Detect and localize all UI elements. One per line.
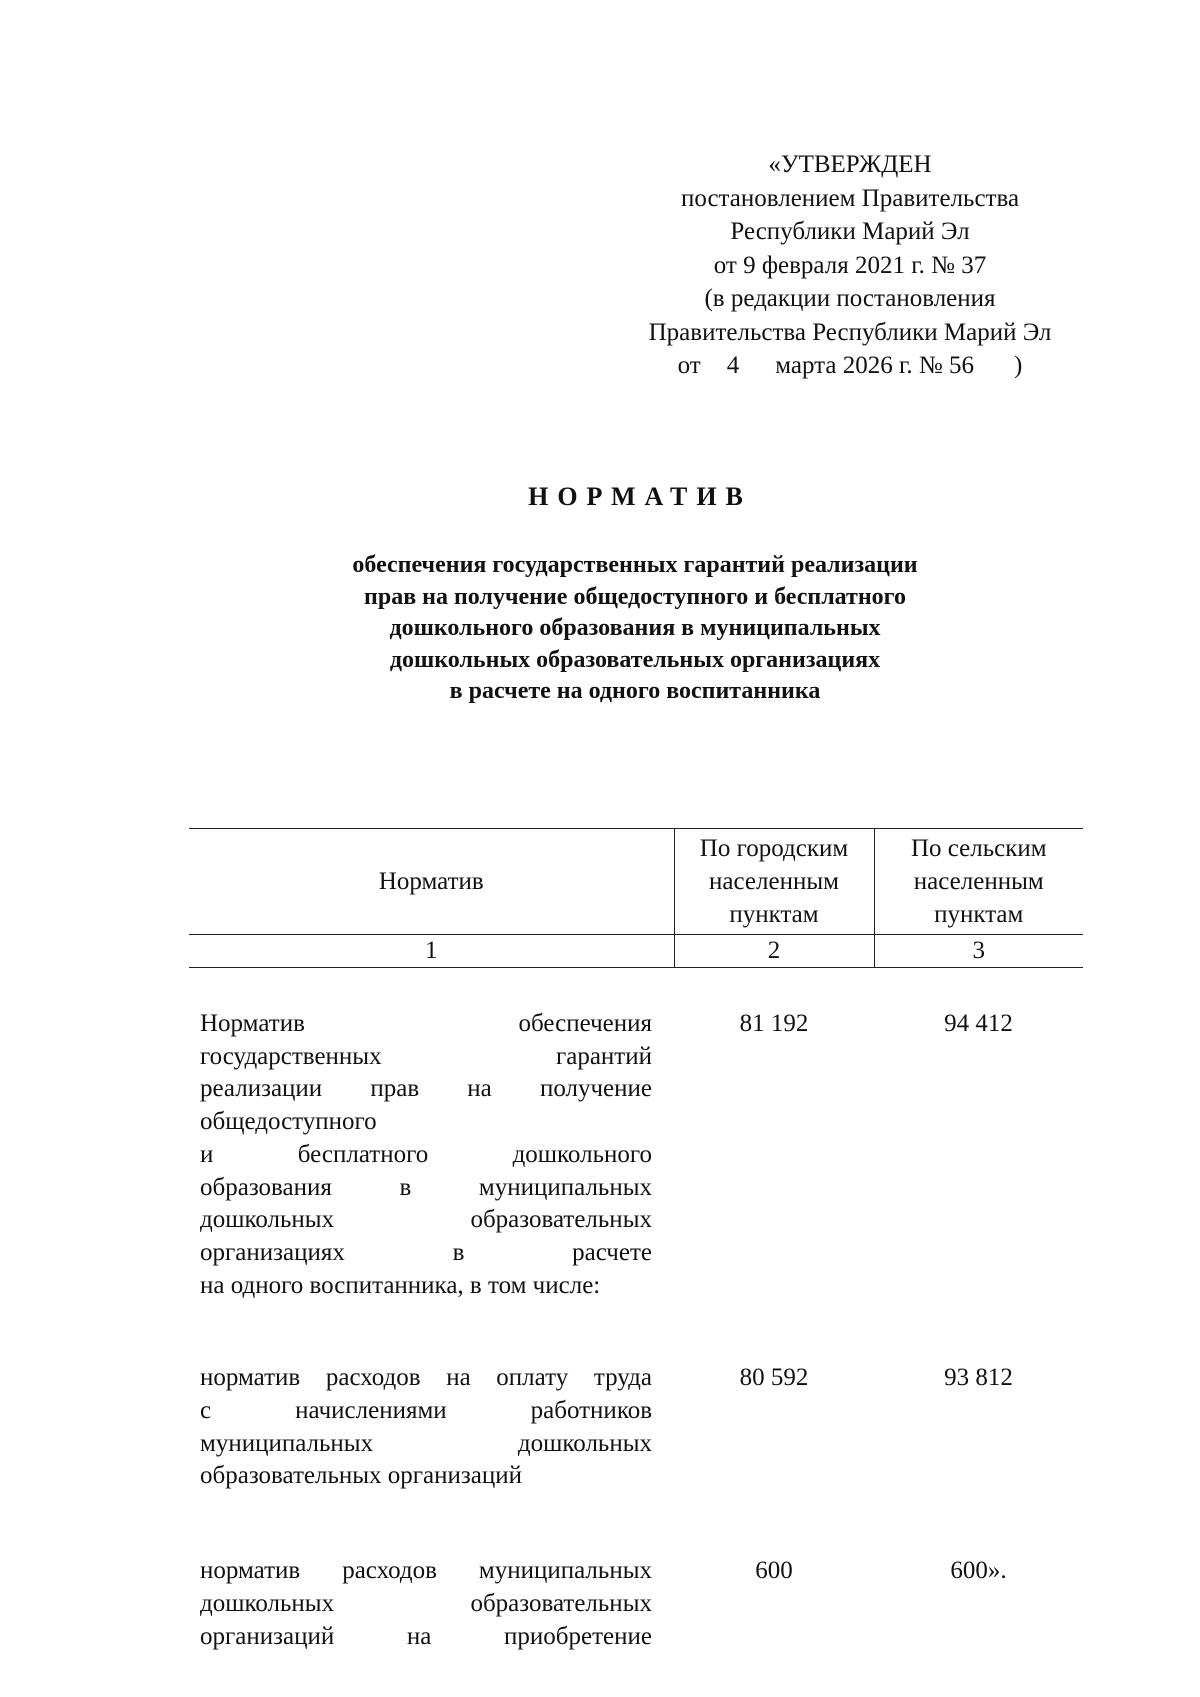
subtitle-line: дошкольного образования в муниципальных [389,615,881,641]
row-rural-value: 93 812 [944,1364,1013,1392]
row-text-line: реализации прав на получение [200,1075,652,1103]
approval-line-4: от 9 февраля 2021 г. № 37 [713,251,987,279]
header-urban: По городским населенным пунктам [674,829,874,935]
table-row [189,1493,1083,1653]
row-rural-value: 600». [950,1557,1007,1585]
row-name-purchases [189,1493,674,1653]
row-text-line: Норматив обеспечения [200,1010,652,1037]
approval-number: 56 [949,352,975,379]
column-number-row [189,935,1083,968]
row-text-line: государственных гарантий [200,1042,652,1070]
row-text-line: и бесплатного дошкольного [200,1140,652,1168]
column-number-3: 3 [874,935,1083,968]
row-text-line: организаций на приобретение [200,1622,652,1650]
table-row [189,1302,1083,1493]
subtitle-line: прав на получение общедоступного и бесплатного [364,583,906,610]
row-name-salary [189,1302,674,1493]
row-text-line: общедоступного [200,1108,377,1136]
approval-line-1: «УТВЕРЖДЕН [768,151,932,178]
subtitle-line: в расчете на одного воспитанника [449,678,821,704]
row-text-line: на одного воспитанника, в том числе: [200,1271,601,1299]
approval-closing-paren: ) [1014,352,1023,379]
approval-line-5: (в редакции постановления [704,285,996,312]
row-text-line: организациях в расчете [200,1238,652,1266]
subtitle-line: обеспечения государственных гарантий реализации [352,552,918,578]
normative-table [189,828,1083,1653]
row-name-total [189,968,674,1303]
subtitle-line: дошкольных образовательных организациях [389,646,881,673]
approval-date-prefix: от [677,352,701,379]
row-text-line: с начислениями работников [200,1397,652,1425]
row-text-line: норматив расходов на оплату труда [200,1364,652,1392]
row-rural-value: 94 412 [944,1010,1013,1037]
approval-date-month-year: марта 2026 г. № [775,352,943,379]
approval-line-6: Правительства Республики Марий Эл [648,318,1052,346]
approval-stamp [600,148,1100,383]
table-row [189,968,1083,1303]
document-title: НОРМАТИВ [528,482,752,511]
approval-line-3: Республики Марий Эл [730,218,970,245]
row-urban-value: 600 [755,1557,793,1585]
row-text-line: образовательных организаций [200,1462,523,1490]
row-text-line: муниципальных дошкольных [200,1429,652,1457]
row-text-line: норматив расходов муниципальных [200,1557,652,1585]
row-text-line: дошкольных образовательных [200,1206,652,1234]
header-rural: По сельским населенным пунктам [874,829,1083,935]
header-normative: Норматив [189,829,674,935]
approval-line-7 [600,349,1100,383]
row-urban-value: 81 192 [739,1010,809,1037]
column-number-2: 2 [674,935,874,968]
row-urban-value: 80 592 [739,1364,809,1392]
table-header-row [189,829,1083,935]
approval-date-day: 4 [726,352,740,379]
document-subtitle [240,550,1030,708]
column-number-1: 1 [189,935,674,968]
row-text-line: дошкольных образовательных [200,1589,652,1617]
row-text-line: образования в муниципальных [200,1173,652,1201]
approval-line-2: постановлением Правительства [680,184,1020,212]
